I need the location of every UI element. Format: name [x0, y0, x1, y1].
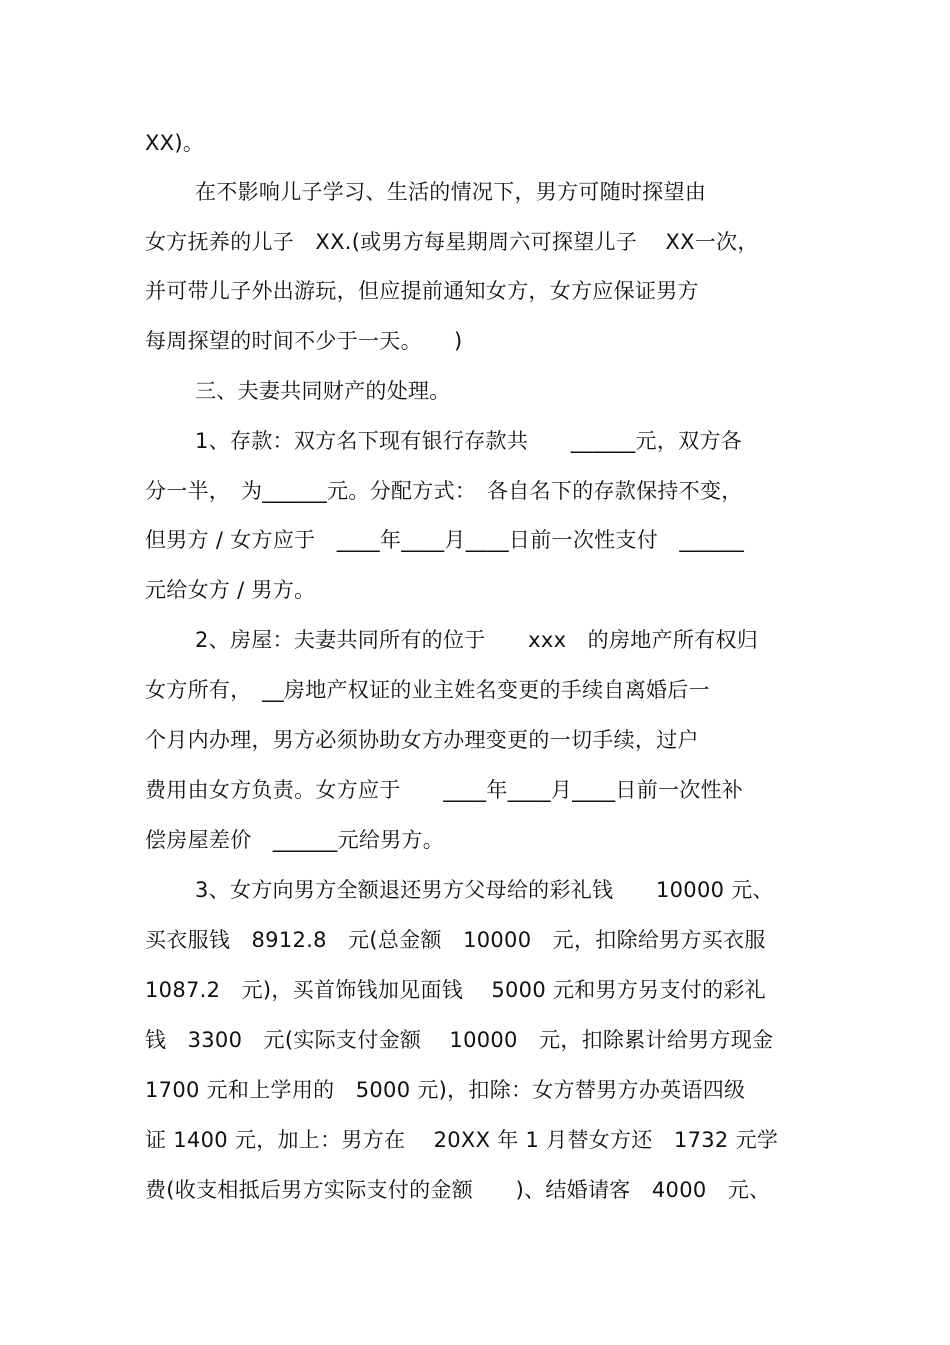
section-heading: 三、夫妻共同财产的处理。	[195, 379, 451, 403]
paragraph-line: 买衣服钱 8912.8 元(总金额 10000 元，扣除给男方买衣服	[145, 928, 766, 952]
paragraph-line: XX)。	[145, 131, 205, 155]
paragraph-line: 费用由女方负责。女方应于 ____年____月____日前一次性补	[145, 778, 744, 802]
paragraph-line: 证 1400 元，加上：男方在 20XX 年 1 月替女方还 1732 元学	[145, 1128, 779, 1152]
paragraph-line: 女方所有， __房地产权证的业主姓名变更的手续自离婚后一	[145, 678, 710, 702]
paragraph-line: 元给女方 / 男方。	[145, 578, 316, 602]
paragraph-line: 1、存款：双方名下现有银行存款共 ______元，双方各	[195, 429, 743, 453]
paragraph-line: 钱 3300 元(实际支付金额 10000 元，扣除累计给男方现金	[145, 1028, 774, 1052]
paragraph-line: 每周探望的时间不少于一天。 )	[145, 329, 463, 353]
paragraph-line: 分一半， 为______元。分配方式： 各自名下的存款保持不变，	[145, 479, 743, 503]
paragraph-line: 并可带儿子外出游玩，但应提前通知女方，女方应保证男方	[145, 279, 699, 303]
paragraph-line: 1700 元和上学用的 5000 元)，扣除：女方替男方办英语四级	[145, 1078, 746, 1102]
paragraph-line: 女方抚养的儿子 XX.(或男方每星期周六可探望儿子 XX一次，	[145, 230, 759, 254]
paragraph-line: 3、女方向男方全额退还男方父母给的彩礼钱 10000 元、	[195, 878, 774, 902]
paragraph-line: 个月内办理，男方必须协助女方办理变更的一切手续，过户	[145, 728, 699, 752]
paragraph-line: 偿房屋差价 ______元给男方。	[145, 828, 445, 852]
paragraph-line: 在不影响儿子学习、生活的情况下，男方可随时探望由	[195, 180, 707, 204]
paragraph-line: 2、房屋：夫妻共同所有的位于 xxx 的房地产所有权归	[195, 628, 759, 652]
paragraph-line: 但男方 / 女方应于 ____年____月____日前一次性支付 ______	[145, 528, 745, 552]
paragraph-line: 1087.2 元)，买首饰钱加见面钱 5000 元和男方另支付的彩礼	[145, 978, 766, 1002]
paragraph-line: 费(收支相抵后男方实际支付的金额 )、结婚请客 4000 元、	[145, 1178, 771, 1202]
